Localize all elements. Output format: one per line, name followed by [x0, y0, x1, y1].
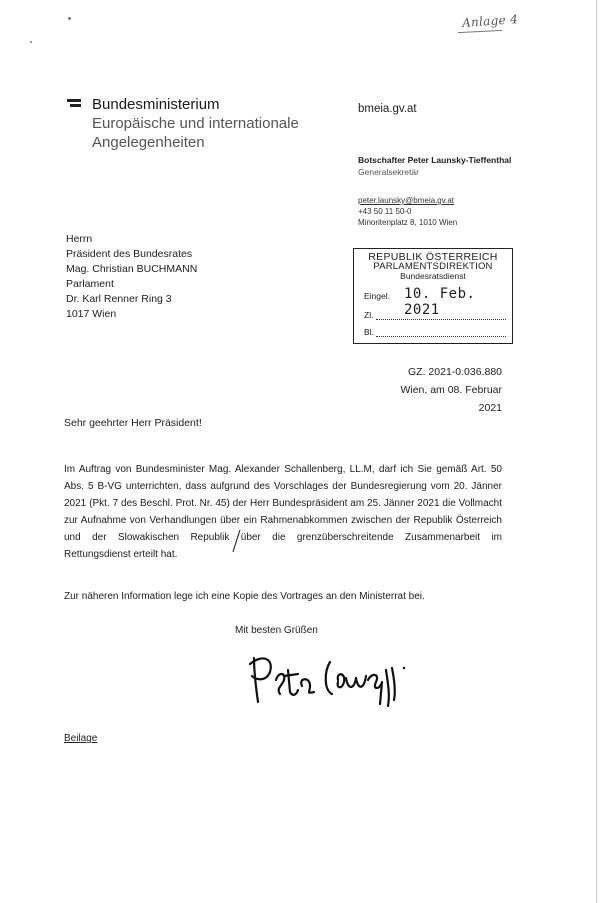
sender-name: Botschafter Peter Launsky-Tieffenthal: [358, 155, 512, 165]
recipient-line: Präsident des Bundesrates: [66, 248, 193, 260]
stamp-bl-label: Bl.: [364, 327, 374, 337]
reference-block: [400, 363, 502, 417]
stamp-bl-line: [376, 336, 506, 337]
recipient-line: 1017 Wien: [66, 308, 117, 320]
reference-number: GZ. 2021-0.036.880: [408, 366, 502, 378]
ministry-name-line2: Europäische und internationale: [92, 115, 299, 132]
letter-body: Im Auftrag von Bundesminister Mag. Alexander Schallenberg, LL.M, darf ich Sie gemäß Art. 50 Abs. 5 B-VG unterrichten, dass aufgrund des Vorschlages der Bundesregierung vom 20. Jänner 2021 (Pkt. 7 des Beschl. Prot. Nr. 45) der Herr Bundespräsident am 25. Jänner 2021 die Vollmacht zur Aufnahme von Verhandlungen über ein Rahmenabkommen zwischen der Republik Österreich und der Slowakischen Republik über die grenzüberschreitende Zusammenarbeit im Rettungsdienst erteilt hat.: [64, 464, 502, 560]
stamp-line1: REPUBLIK ÖSTERREICH: [368, 251, 498, 263]
sender-phone: +43 50 11 50-0: [358, 207, 412, 216]
ministry-letterhead: [92, 95, 299, 152]
sender-email: peter.launsky@bmeia.gv.at: [358, 196, 455, 205]
recipient-line: Herrn: [66, 233, 93, 245]
stamp-zl-line: [376, 319, 506, 320]
austrian-flag-logo-icon: [67, 99, 81, 111]
stamp-line3: Bundesratsdienst: [400, 271, 466, 281]
scan-edge: [596, 0, 597, 903]
ministry-name-line1: Bundesministerium: [92, 96, 220, 113]
salutation: Sehr geehrter Herr Präsident!: [64, 417, 202, 429]
annotation-underline: [458, 30, 502, 33]
recipient-address: [66, 232, 197, 322]
enclosure-label: Beilage: [64, 733, 98, 744]
sender-contact: [358, 195, 457, 228]
handwritten-signature: [240, 650, 410, 710]
recipient-line: Mag. Christian BUCHMANN: [66, 263, 198, 275]
ministry-website: bmeia.gv.at: [358, 103, 417, 115]
scan-speck: [68, 17, 71, 20]
recipient-line: Dr. Karl Renner Ring 3: [66, 293, 172, 305]
place-and-date: Wien, am 08. Februar 2021: [400, 384, 502, 414]
sender-block: [358, 154, 511, 178]
closing-regards: Mit besten Grüßen: [235, 625, 318, 636]
stamp-zl-label: Zl.: [364, 310, 374, 320]
sender-address: Minoritenplatz 8, 1010 Wien: [358, 218, 458, 227]
handwritten-annotation: Anlage 4: [461, 12, 519, 30]
stamp-eingel-label: Eingel.: [364, 291, 390, 301]
received-stamp: [353, 248, 513, 344]
stamp-line2: PARLAMENTSDIREKTION: [373, 261, 493, 272]
recipient-line: Parlament: [66, 278, 114, 290]
stamp-received-date: 10. Feb. 2021: [404, 286, 476, 318]
closing-paragraph: Zur näheren Information lege ich eine Kopie des Vortrages an den Ministerrat bei.: [64, 591, 425, 602]
pen-stroke-mark: [232, 528, 242, 554]
sender-role: Generalsekretär: [358, 167, 419, 177]
scan-speck: [30, 41, 32, 43]
ministry-name-line3: Angelegenheiten: [92, 134, 205, 151]
